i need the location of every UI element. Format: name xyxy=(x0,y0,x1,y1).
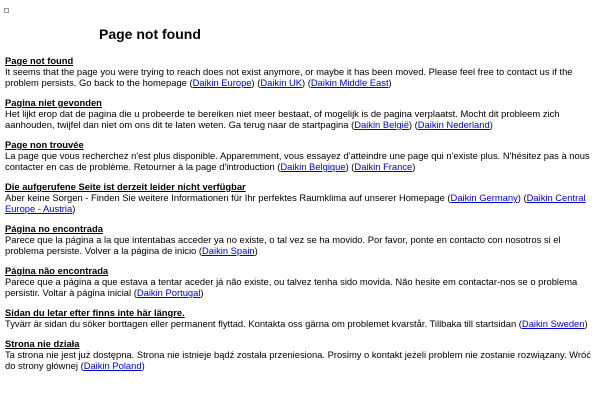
section-text: Parece que la página a la que intentabas acceder ya no existe, o tal vez se ha movido. Por favor, ponte en contacto con nosotros si el problema persiste. Volver a la página de inicio (Daikin Spain) xyxy=(5,234,561,256)
message-section xyxy=(5,55,595,88)
section-message: Tyvärr är sidan du söker borttagen eller permanent flyttad. Kontakta oss gärna om problemet kvarstår. Tillbaka till startsidan xyxy=(5,318,519,329)
page-title: Page not found xyxy=(99,26,201,42)
section-text: It seems that the page you were trying to reach does not exist anymore, or maybe it has been moved. Please feel free to contact us if the problem persists. Go back to the homepage (Daikin Europe) (Daikin UK) (Daikin Middle East) xyxy=(5,66,573,88)
message-section xyxy=(5,181,595,214)
homepage-link[interactable]: Daikin Middle East xyxy=(310,77,389,88)
homepage-link[interactable]: Daikin Belgique xyxy=(280,161,346,172)
homepage-link[interactable]: Daikin België xyxy=(354,119,409,130)
homepage-link[interactable]: Daikin Nederland xyxy=(417,119,490,130)
section-heading: Página não encontrada xyxy=(5,265,109,276)
section-text: Tyvärr är sidan du söker borttagen eller permanent flyttad. Kontakta oss gärna om problemet kvarstår. Tillbaka till startsidan (Daikin Sweden) xyxy=(5,318,588,329)
message-section xyxy=(5,139,595,172)
section-heading: Strona nie działa xyxy=(5,338,80,349)
message-section xyxy=(5,338,595,371)
section-message: Aber keine Sorgen - Finden Sie weitere Informationen für Ihr perfektes Raumklima auf unserer Homepage xyxy=(5,192,448,203)
section-text: Het lijkt erop dat de pagina die u probeerde te bereiken niet meer bestaat, of mogelijk is de pagina verplaatst. Mocht dit probleem zich aanhouden, twijfel dan niet om ons dit te laten weten. Ga terug naar de startpagina (Daikin België) (Daikin Nederland) xyxy=(5,108,560,130)
homepage-link[interactable]: Daikin Poland xyxy=(83,360,142,371)
section-message: Parece que a página a que estava a tentar aceder já não existe, ou talvez tenha sido movida. Não hesite em contactar-nos se o problema persistir. Voltar à página inicial xyxy=(5,276,578,298)
homepage-link[interactable]: Daikin Germany xyxy=(450,192,518,203)
section-message: La page que vous recherchez n'est plus disponible. Apparemment, vous essayez d'atteindre une page qui n'existe plus. N'hésitez pas à nous contacter en cas de problème. Retourner à la page d'introduction xyxy=(5,150,590,172)
section-message: Parece que la página a la que intentabas acceder ya no existe, o tal vez se ha movido. Por favor, ponte en contacto con nosotros si el problema persiste. Volver a la página de inicio xyxy=(5,234,561,256)
section-text: Ta strona nie jest już dostępna. Strona nie istnieje bądź została przeniesiona. Prosimy o kontakt jeżeli problem nie zostanie rozwiązany. Wróć do strony głównej (Daikin Poland) xyxy=(5,349,591,371)
homepage-link[interactable]: Daikin Portugal xyxy=(136,287,201,298)
section-heading: Die aufgerufene Seite ist derzeit leider nicht verfügbar xyxy=(5,181,246,192)
message-section xyxy=(5,223,595,256)
homepage-link[interactable]: Daikin Europe xyxy=(192,77,252,88)
section-text: Aber keine Sorgen - Finden Sie weitere Informationen für Ihr perfektes Raumklima auf unserer Homepage (Daikin Germany) (Daikin Central Europe - Austria) xyxy=(5,192,586,214)
section-heading: Página no encontrada xyxy=(5,223,103,234)
section-heading: Pagina niet gevonden xyxy=(5,97,102,108)
homepage-link[interactable]: Daikin UK xyxy=(260,77,303,88)
homepage-link[interactable]: Daikin Central Europe - Austria xyxy=(5,192,586,214)
section-heading: Page non trouvée xyxy=(5,139,84,150)
broken-image-icon xyxy=(4,8,9,13)
homepage-link[interactable]: Daikin France xyxy=(354,161,413,172)
section-heading: Sidan du letar efter finns inte här längre. xyxy=(5,307,185,318)
homepage-link[interactable]: Daikin Sweden xyxy=(521,318,585,329)
section-heading: Page not found xyxy=(5,55,74,66)
section-text: Parece que a página a que estava a tentar aceder já não existe, ou talvez tenha sido movida. Não hesite em contactar-nos se o problema persistir. Voltar à página inicial (Daikin Portugal) xyxy=(5,276,578,298)
message-section xyxy=(5,307,595,329)
homepage-link[interactable]: Daikin Spain xyxy=(202,245,255,256)
message-list xyxy=(5,55,595,380)
section-message: It seems that the page you were trying to reach does not exist anymore, or maybe it has been moved. Please feel free to contact us if the problem persists. Go back to the homepage xyxy=(5,66,573,88)
message-section xyxy=(5,97,595,130)
section-text: La page que vous recherchez n'est plus disponible. Apparemment, vous essayez d'atteindre une page qui n'existe plus. N'hésitez pas à nous contacter en cas de problème. Retourner à la page d'introduction (Daikin Belgique) (Daikin France) xyxy=(5,150,590,172)
message-section xyxy=(5,265,595,298)
section-message: Het lijkt erop dat de pagina die u probeerde te bereiken niet meer bestaat, of mogelijk is de pagina verplaatst. Mocht dit probleem zich aanhouden, twijfel dan niet om ons dit te laten weten. Ga terug naar de startpagina xyxy=(5,108,560,130)
section-message: Ta strona nie jest już dostępna. Strona nie istnieje bądź została przeniesiona. Prosimy o kontakt jeżeli problem nie zostanie rozwiązany. Wróć do strony głównej xyxy=(5,349,591,371)
